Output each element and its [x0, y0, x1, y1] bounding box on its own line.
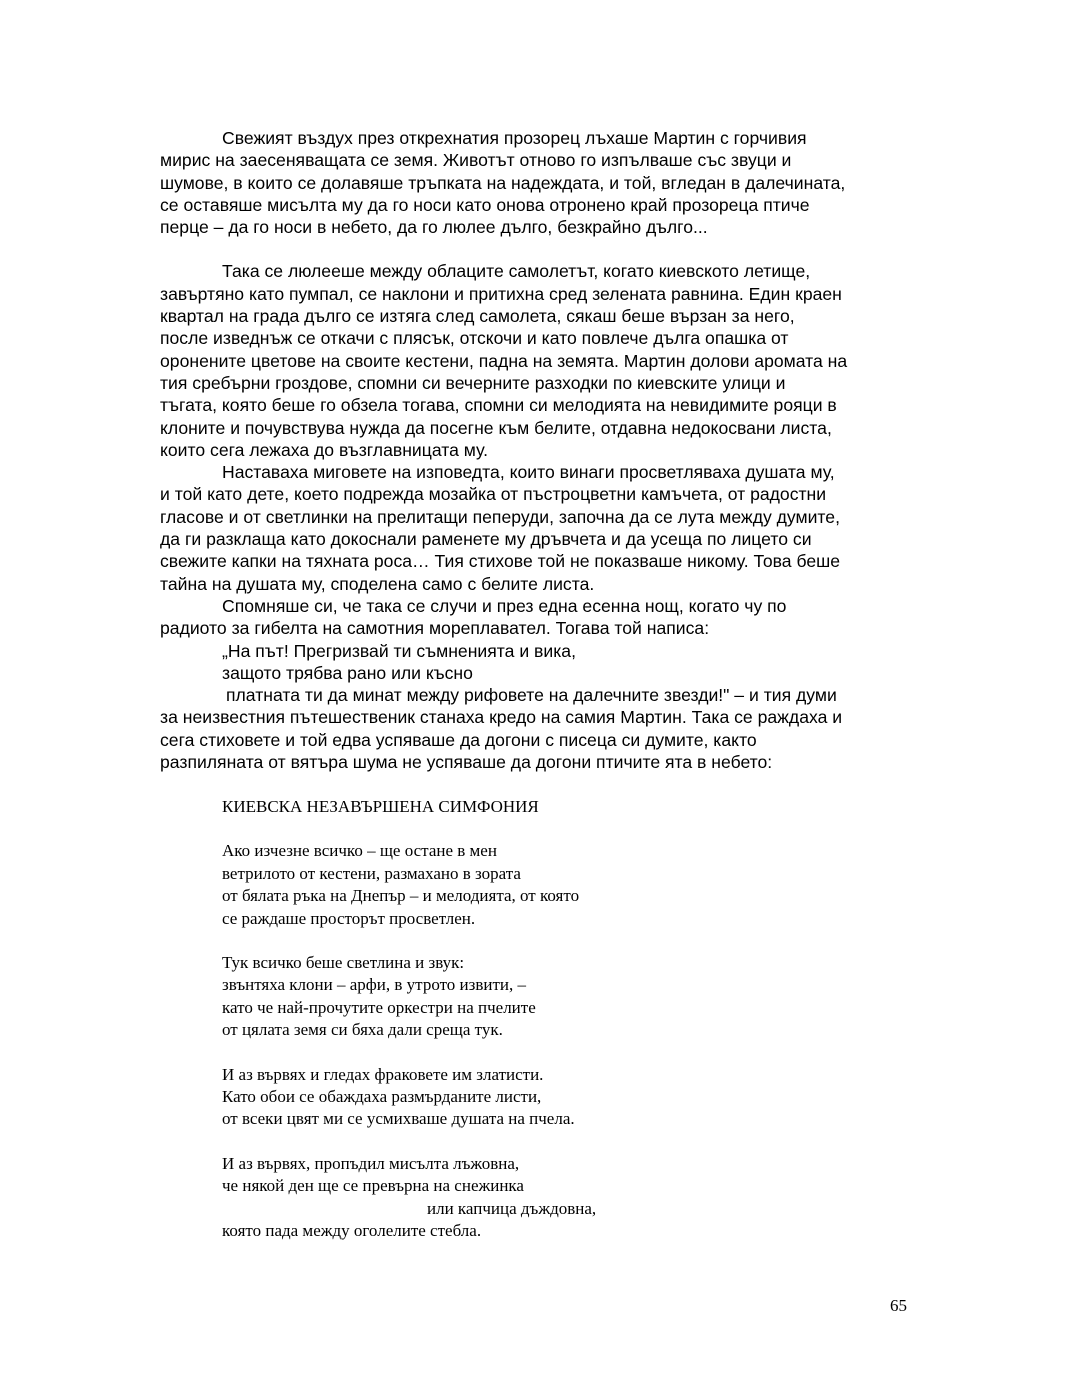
- poem-line: от бялата ръка на Днепър – и мелодията, от която: [222, 886, 580, 906]
- poem-line: И аз вървях, пропъдил мисълта лъжовна,: [222, 1153, 520, 1173]
- poem-line: от всеки цвят ми се усмихваше душата на пчела.: [222, 1109, 575, 1129]
- poem-stanza: [222, 1153, 822, 1243]
- text-line: перце – да го носи в небето, да го люлее дълго, безкрайно дълго...: [160, 217, 708, 238]
- text-line: Наставаха миговете на изповедта, които винаги просветляваха душата му,: [222, 462, 835, 483]
- quote-line: защото трябва рано или късно: [222, 662, 473, 683]
- poem-line: звънтяха клони – арфи, в утрото извити, –: [222, 975, 527, 995]
- paragraph: [160, 260, 930, 461]
- text-line: тия сребърни гроздове, спомни си вечерните разходки по киевските улици и: [160, 372, 786, 393]
- poem-title: КИЕВСКА НЕЗАВЪРШЕНА СИМФОНИЯ: [222, 797, 539, 816]
- prose-body: [160, 127, 930, 773]
- text-line: Спомняше си, че така се случи и през една есенна нощ, когато чу по: [222, 595, 787, 616]
- poem-stanza: [222, 840, 822, 930]
- text-line: гласове и от светлинки на прелитащи пеперуди, започна да се лута между думите,: [160, 506, 840, 527]
- text-line: и той като дете, което подрежда мозайка от пъстроцветни камъчета, от радостни: [160, 484, 827, 505]
- quote-line: платната ти да минат между рифовете на далечните звезди!" – и тия думи: [226, 685, 837, 706]
- poem-stanza: [222, 952, 822, 1042]
- text-line: шумове, в които се долавяше тръпката на надеждата, и той, вгледан в далечината,: [160, 172, 846, 193]
- poem-line: като че най-прочутите оркестри на пчелите: [222, 997, 536, 1017]
- text-line: мирис на заесеняващата се земя. Животът отново го изпълваше със звуци и: [160, 150, 792, 171]
- paragraph: [160, 595, 930, 640]
- text-line: тайна на душата му, споделена само с белите листа.: [160, 573, 595, 594]
- text-line: оронените цветове на своите кестени, падна на земята. Мартин долови аромата на: [160, 350, 848, 371]
- text-line: разпиляната от вятъра шума не успяваше да догони птичите ята в небето:: [160, 752, 773, 773]
- page-number: 65: [890, 1296, 907, 1315]
- paragraph: [160, 461, 930, 595]
- poem: [222, 796, 822, 1265]
- text-line: клоните и почувствува нужда да посегне към белите, отдавна недокосвани листа,: [160, 417, 832, 438]
- text-line: Свежият въздух през открехнатия прозорец лъхаше Мартин с горчивия: [222, 128, 807, 148]
- poem-line: ветрилото от кестени, размахано в зората: [222, 863, 521, 883]
- text-line: за неизвестния пътешественик станаха кредо на самия Мартин. Така се раждаха и: [160, 707, 843, 728]
- text-line: да ги разклаща като докоснали раменете му дръвчета и да усеща по лицето си: [160, 529, 812, 550]
- text-line: тъгата, която беше го обзела тогава, спомни си мелодията на невидимите рояци в: [160, 395, 837, 416]
- poem-line: от цялата земя си бяха дали среща тук.: [222, 1020, 503, 1040]
- paragraph-gap: [160, 238, 930, 260]
- poem-line: която пада между оголелите стебла.: [222, 1221, 482, 1241]
- text-line: свежите капки на тяхната роса… Тия стихове той не показваше никому. Това беше: [160, 551, 841, 572]
- poem-line: се раждаше просторът просветлен.: [222, 908, 476, 928]
- text-line: които сега лежаха до възглавницата му.: [160, 439, 488, 460]
- text-line: Така се люлееше между облаците самолетът, когато киевското летище,: [222, 261, 811, 282]
- poem-line: Тук всичко беше светлина и звук:: [222, 953, 465, 973]
- poem-line: Ако изчезне всичко – ще остане в мен: [222, 841, 497, 861]
- poem-stanza: [222, 1064, 822, 1131]
- text-line: квартал на града дълго се изтяга след самолета, сякаш беше вързан за него,: [160, 306, 795, 327]
- text-line: сега стиховете и той едва успяваше да догони с писеца си думите, както: [160, 729, 757, 750]
- poem-line: или капчица дъждовна,: [427, 1198, 597, 1218]
- paragraph: [160, 640, 930, 774]
- quote-line: „На път! Прегризвай ти съмненията и вика,: [222, 640, 576, 661]
- text-line: радиото за гибелта на самотния мореплавател. Тогава той написа:: [160, 618, 710, 639]
- text-line: завъртяно като пумпал, се наклони и притихна сред зелената равнина. Един краен: [160, 283, 842, 304]
- poem-line: че някой ден ще се превърна на снежинка: [222, 1176, 524, 1196]
- poem-line: Като обои се обаждаха размърданите листи,: [222, 1087, 542, 1107]
- paragraph: [160, 127, 930, 238]
- text-line: се оставяше мисълта му да го носи като онова отронено край прозореца птиче: [160, 194, 810, 215]
- text-line: после изведнъж се откачи с плясък, отскочи и като повлече дълга опашка от: [160, 328, 789, 349]
- poem-line: И аз вървях и гледах фраковете им златисти.: [222, 1064, 544, 1084]
